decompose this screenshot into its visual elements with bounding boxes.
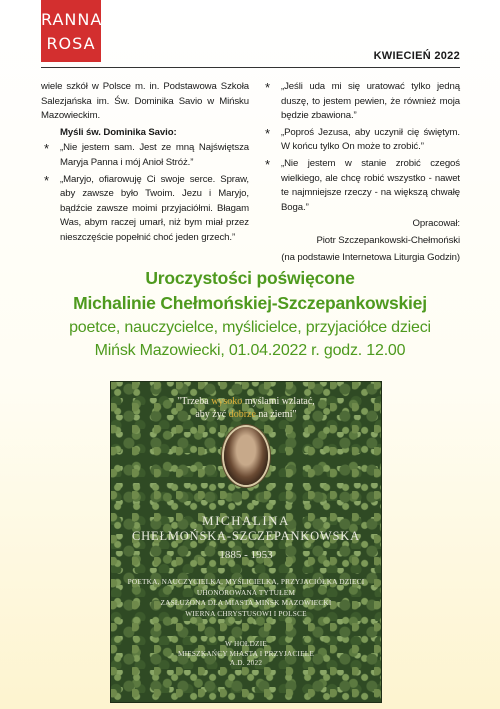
announcement-line-3: poetce, nauczycielce, myślicielce, przyjaciółce dzieci <box>69 319 431 336</box>
announcement-line-2: Michalinie Chełmońskiej-Szczepankowskiej <box>73 293 427 313</box>
plaque-roles: POETKA, NAUCZYCIELKA, MYŚLICIELKA, PRZYJACIÓŁKA DZIECI UHONOROWANA TYTUŁEM ZASŁUŻONA DLA MIASTA MIŃSK MAZOWIECKI WIERNA CHRYSTUSOWI I POLSCE <box>127 577 365 618</box>
magazine-logo <box>41 0 101 62</box>
prepared-by-label: Opracował: <box>412 218 460 230</box>
left-column <box>41 80 249 248</box>
source-note: (na podstawie Internetowa Liturgia Godzin) <box>281 251 460 263</box>
asterisk-icon: * <box>265 80 270 95</box>
issue-date: KWIECIEŃ 2022 <box>373 50 460 62</box>
asterisk-icon: * <box>265 125 270 141</box>
portrait-medallion <box>224 427 268 485</box>
logo-line-1: RANNA <box>41 10 103 29</box>
announcement-line-1: Uroczystości poświęcone <box>145 268 355 288</box>
plaque-first-name: MICHALINA <box>202 513 290 528</box>
plaque-years: 1885 - 1953 <box>219 549 273 561</box>
asterisk-icon: * <box>265 156 270 172</box>
quote-item: * „Poproś Jezusa, aby uczynił cię świętym. W końcu tylko On może to zrobić.” <box>265 125 460 153</box>
logo-line-2: ROSA <box>46 34 96 53</box>
announcement-heading <box>0 266 500 362</box>
header-divider <box>41 67 460 68</box>
quote-item: * „Maryjo, ofiarowuję Ci swoje serce. Spraw, aby zawsze było Twoim. Jezu i Maryjo, bądźcie zawsze moimi przyjaciółmi. Błagam Was, abym raczej umarł, niż bym miał przez nieszczęście popełnić choć jeden grzech.” <box>44 172 249 243</box>
memorial-plaque-image <box>110 381 382 703</box>
intro-text: wiele szkół w Polsce m. in. Podstawowa Szkoła Salezjańska im. Św. Dominika Savio w Mińsku Mazowieckim. <box>41 81 249 122</box>
asterisk-icon: * <box>44 172 49 188</box>
quotes-subheading: Myśli św. Dominika Savio: <box>60 126 177 138</box>
announcement-line-4: Mińsk Mazowiecki, 01.04.2022 r. godz. 12.00 <box>94 342 406 359</box>
right-column <box>262 80 460 265</box>
author-name: Piotr Szczepankowski-Chełmoński <box>316 234 460 246</box>
plaque-dedication: W HOŁDZIE MIESZKAŃCY MIASTA I PRZYJACIELE A.D. 2022 <box>177 639 315 667</box>
quote-item: * „Nie jestem sam. Jest ze mną Najświętsza Maryja Panna i mój Anioł Stróż.” <box>44 141 249 168</box>
plaque-last-name: CHEŁMOŃSKA-SZCZEPANKOWSKA <box>132 529 360 543</box>
plaque-motto: "Trzeba wysoko myślami wzlatać, aby żyć dobrze na ziemi" <box>177 396 315 420</box>
quote-item: * „Nie jestem w stanie zrobić czegoś wielkiego, ale chcę robić wszystko - nawet te najmniejsze rzeczy - na większą chwałę Boga.” <box>265 156 460 213</box>
quote-item: * „Jeśli uda mi się uratować tylko jedną duszę, to jestem pewien, że również moja będzie zbawiona.” <box>265 80 460 122</box>
asterisk-icon: * <box>44 141 49 157</box>
